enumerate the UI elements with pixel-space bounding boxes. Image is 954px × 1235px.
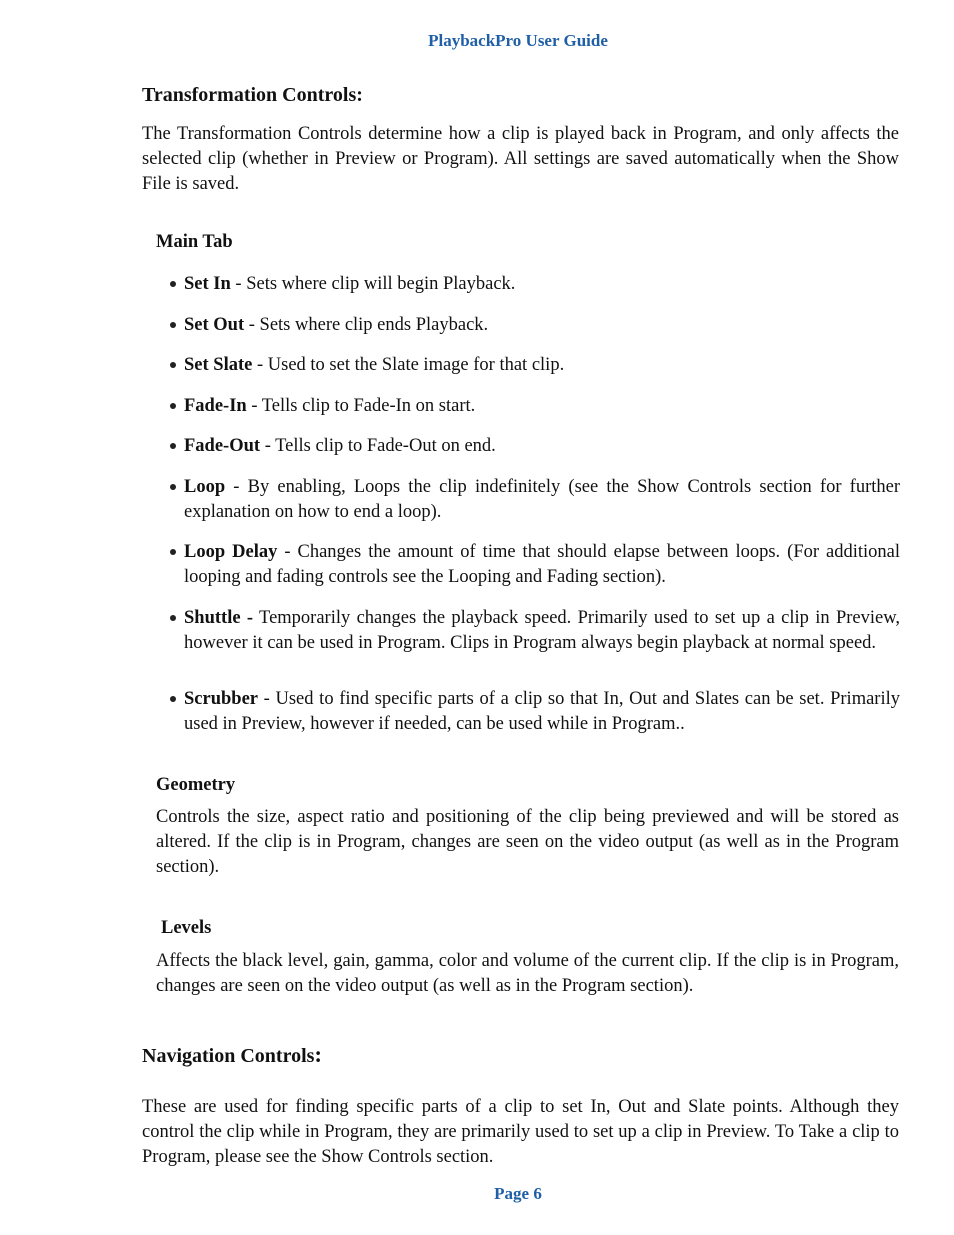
bullet-icon <box>170 443 176 449</box>
bullet-icon <box>170 696 176 702</box>
geometry-heading: Geometry <box>156 775 236 795</box>
bullet-icon <box>170 615 176 621</box>
navigation-text: These are used for finding specific parts of a clip to set In, Out and Slate points. Although they control the clip while in Program, they are primarily used to set up a clip in Preview. To Take a clip to Program, please see the Show Controls section. <box>142 1097 899 1167</box>
levels-text: Affects the black level, gain, gamma, color and volume of the current clip. If the clip is in Program, changes are seen on the video output (as well as in the Program section). <box>156 951 899 996</box>
main-tab-heading: Main Tab <box>156 232 233 252</box>
bullet-icon <box>170 322 176 328</box>
bullet-icon <box>170 403 176 409</box>
page-number: Page 6 <box>494 1184 542 1203</box>
bullet-icon <box>170 549 176 555</box>
transformation-intro: The Transformation Controls determine how a clip is played back in Program, and only affects the selected clip (whether in Preview or Program). All settings are saved automatically when the Show File is saved. <box>142 124 899 194</box>
levels-heading: Levels <box>161 918 212 938</box>
navigation-heading: Navigation Controls: <box>142 1042 323 1067</box>
bullet-icon <box>170 362 176 368</box>
bullet-icon <box>170 484 176 490</box>
page-header: PlaybackPro User Guide <box>428 31 608 50</box>
geometry-text: Controls the size, aspect ratio and positioning of the clip being previewed and will be stored as altered. If the clip is in Program, changes are seen on the video output (as well as in the Program section). <box>156 807 899 877</box>
transformation-heading: Transformation Controls: <box>142 84 363 106</box>
bullet-icon <box>170 281 176 287</box>
